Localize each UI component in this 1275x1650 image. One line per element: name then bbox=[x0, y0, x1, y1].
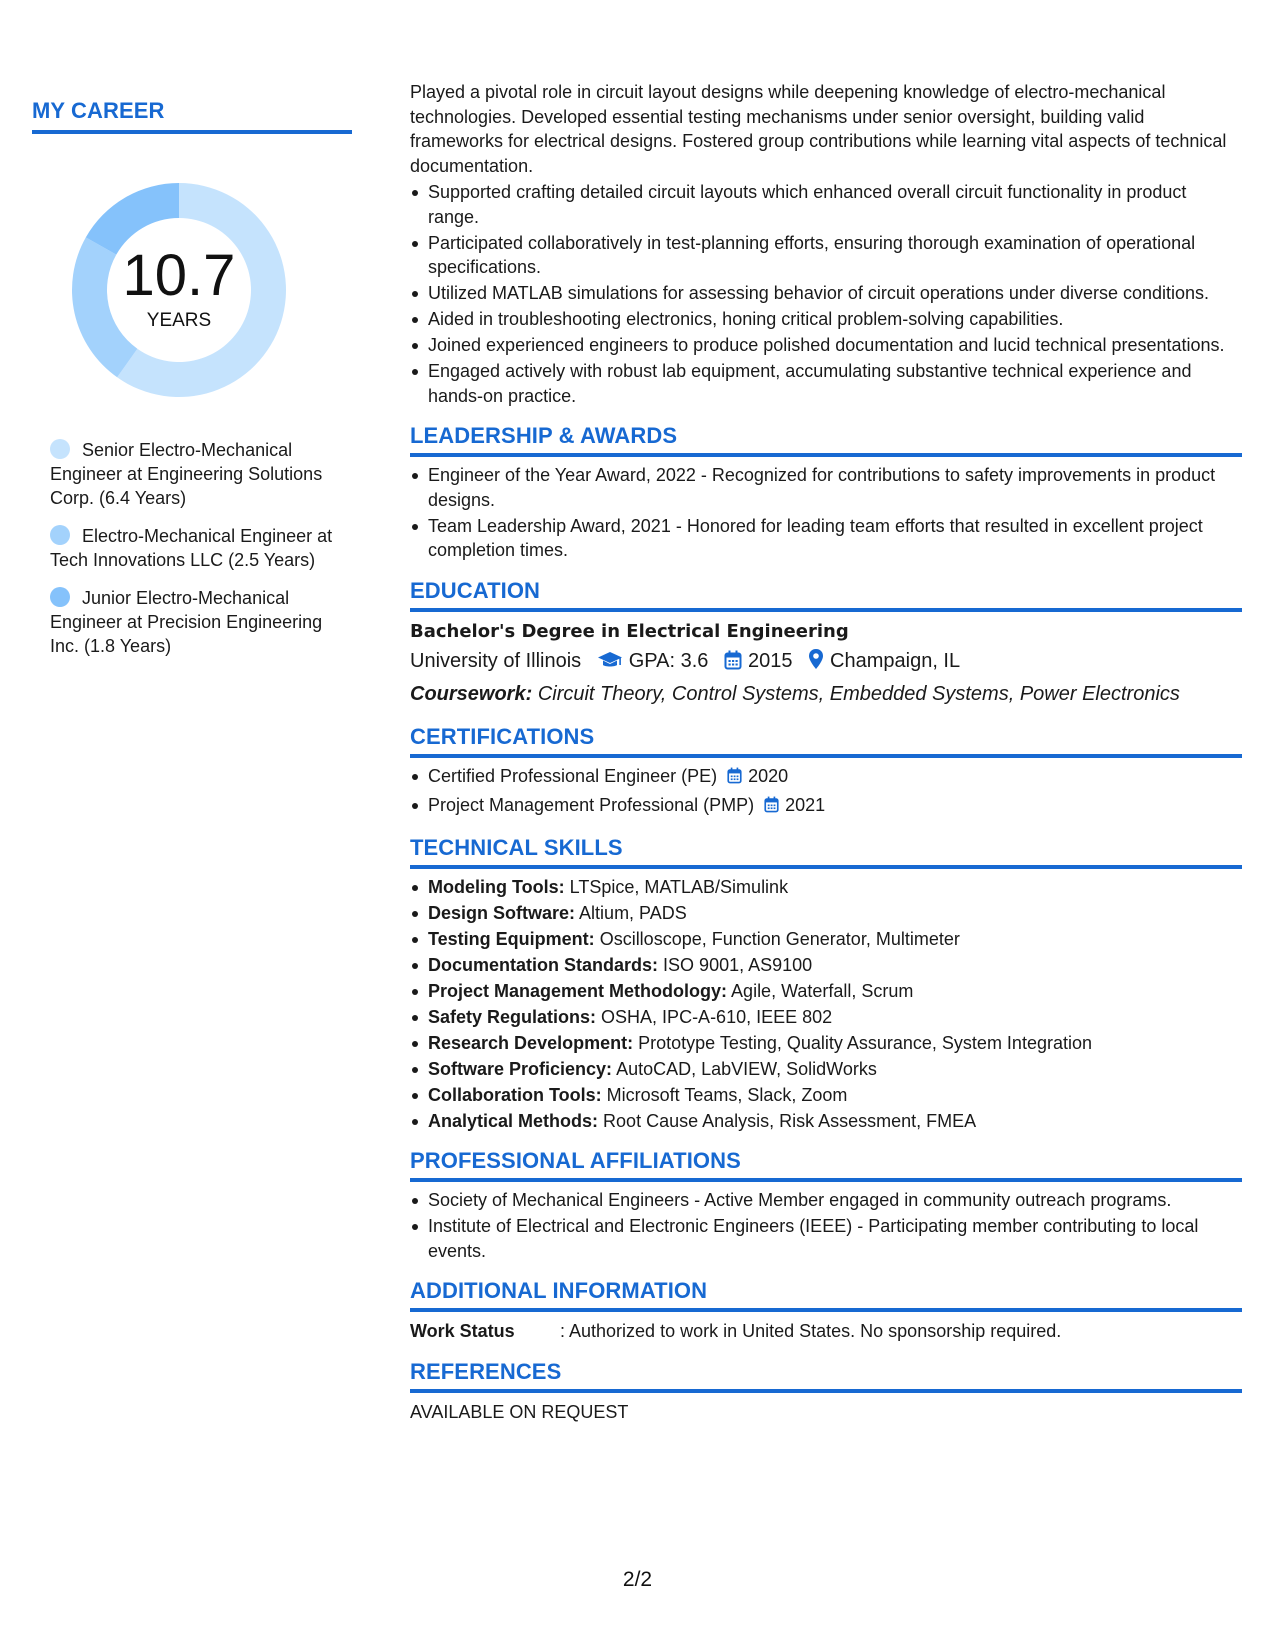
list-item bbox=[428, 1057, 1242, 1082]
gpa-value: GPA: 3.6 bbox=[628, 649, 709, 672]
skill-label: Software Proficiency: bbox=[428, 1058, 613, 1079]
skill-value: Oscilloscope, Function Generator, Multimeter bbox=[599, 928, 960, 949]
page-number: 2/2 bbox=[622, 1568, 653, 1591]
skills-section bbox=[410, 835, 1242, 1134]
school-location: Champaign, IL bbox=[830, 649, 961, 672]
leadership-section bbox=[410, 423, 1242, 563]
references-heading: REFERENCES bbox=[410, 1359, 1242, 1393]
skill-label: Safety Regulations: bbox=[428, 1006, 597, 1027]
list-item: Joined experienced engineers to produce polished documentation and lucid technical presentations. bbox=[428, 333, 1242, 358]
skill-value: LTSpice, MATLAB/Simulink bbox=[569, 876, 789, 897]
skill-value: Root Cause Analysis, Risk Assessment, FMEA bbox=[603, 1110, 977, 1131]
total-years-unit: YEARS bbox=[146, 310, 212, 331]
graduation-year: 2015 bbox=[747, 649, 793, 672]
list-item bbox=[428, 793, 1242, 820]
graduation-cap-icon bbox=[597, 649, 623, 679]
skill-label: Collaboration Tools: bbox=[428, 1084, 602, 1105]
legend-item-senior bbox=[50, 438, 340, 510]
skill-value: OSHA, IPC-A-610, IEEE 802 bbox=[601, 1006, 833, 1027]
legend-item-mid bbox=[50, 524, 340, 572]
certification-name: Project Management Professional (PMP) bbox=[428, 795, 755, 815]
skills-list bbox=[410, 875, 1242, 1134]
map-pin-icon bbox=[808, 648, 824, 679]
skill-value: Prototype Testing, Quality Assurance, System Integration bbox=[638, 1032, 1092, 1053]
legend-dot-junior bbox=[50, 587, 70, 607]
list-item bbox=[428, 901, 1242, 926]
additional-info-section bbox=[410, 1278, 1242, 1344]
main-content bbox=[410, 80, 1242, 1425]
calendar-icon bbox=[764, 795, 779, 820]
career-donut-chart bbox=[66, 177, 292, 403]
list-item: Team Leadership Award, 2021 - Honored for leading team efforts that resulted in excellent project completion times. bbox=[428, 514, 1242, 563]
list-item bbox=[428, 1031, 1242, 1056]
skill-label: Research Development: bbox=[428, 1032, 634, 1053]
list-item bbox=[428, 1083, 1242, 1108]
list-item bbox=[428, 979, 1242, 1004]
leadership-list bbox=[410, 463, 1242, 563]
legend-label: Senior Electro-Mechanical Engineer at Engineering Solutions Corp. (6.4 Years) bbox=[50, 440, 323, 508]
legend-label: Junior Electro-Mechanical Engineer at Precision Engineering Inc. (1.8 Years) bbox=[50, 588, 323, 656]
list-item: Participated collaboratively in test-planning efforts, ensuring thorough examination of operational specifications. bbox=[428, 231, 1242, 280]
leadership-heading: LEADERSHIP & AWARDS bbox=[410, 423, 1242, 457]
skill-label: Testing Equipment: bbox=[428, 928, 595, 949]
skill-value: ISO 9001, AS9100 bbox=[663, 954, 813, 975]
degree-title: Bachelor's Degree in Electrical Engineering bbox=[410, 620, 849, 642]
certifications-heading: CERTIFICATIONS bbox=[410, 724, 1242, 758]
list-item: Institute of Electrical and Electronic Engineers (IEEE) - Participating member contributing to local events. bbox=[428, 1214, 1242, 1263]
legend-dot-senior bbox=[50, 439, 70, 459]
skill-label: Design Software: bbox=[428, 902, 576, 923]
list-item bbox=[428, 927, 1242, 952]
skills-heading: TECHNICAL SKILLS bbox=[410, 835, 1242, 869]
education-meta bbox=[410, 646, 1242, 679]
skill-value: Altium, PADS bbox=[579, 902, 687, 923]
school-name: University of Illinois bbox=[410, 649, 582, 672]
skill-label: Documentation Standards: bbox=[428, 954, 659, 975]
list-item bbox=[428, 764, 1242, 791]
certification-name: Certified Professional Engineer (PE) bbox=[428, 765, 718, 786]
list-item: Utilized MATLAB simulations for assessing behavior of circuit operations under diverse conditions. bbox=[428, 281, 1242, 306]
list-item bbox=[428, 1005, 1242, 1030]
career-sidebar bbox=[32, 98, 352, 656]
work-status-value: : Authorized to work in United States. No sponsorship required. bbox=[560, 1321, 1062, 1341]
experience-bullets bbox=[410, 180, 1242, 408]
legend-item-junior bbox=[50, 586, 340, 658]
list-item bbox=[428, 875, 1242, 900]
work-status-label: Work Status bbox=[410, 1321, 515, 1341]
skill-value: Microsoft Teams, Slack, Zoom bbox=[606, 1084, 848, 1105]
total-years-value: 10.7 bbox=[122, 243, 236, 308]
list-item: Aided in troubleshooting electronics, honing critical problem-solving capabilities. bbox=[428, 307, 1242, 332]
coursework-label: Coursework: bbox=[410, 682, 533, 705]
references-text: AVAILABLE ON REQUEST bbox=[410, 1402, 629, 1422]
certifications-list bbox=[410, 764, 1242, 820]
affiliations-list bbox=[410, 1188, 1242, 1263]
work-status-row bbox=[410, 1318, 1242, 1344]
career-heading: MY CAREER bbox=[32, 98, 352, 134]
skill-label: Analytical Methods: bbox=[428, 1110, 599, 1131]
list-item: Supported crafting detailed circuit layouts which enhanced overall circuit functionality in product range. bbox=[428, 180, 1242, 229]
affiliations-section bbox=[410, 1148, 1242, 1263]
certification-year: 2021 bbox=[785, 795, 826, 815]
affiliations-heading: PROFESSIONAL AFFILIATIONS bbox=[410, 1148, 1242, 1182]
certifications-section bbox=[410, 724, 1242, 820]
career-legend bbox=[50, 438, 340, 672]
skill-label: Modeling Tools: bbox=[428, 876, 565, 897]
skill-label: Project Management Methodology: bbox=[428, 980, 728, 1001]
legend-dot-mid bbox=[50, 525, 70, 545]
certification-year: 2020 bbox=[748, 765, 789, 786]
skill-value: AutoCAD, LabVIEW, SolidWorks bbox=[616, 1058, 877, 1079]
list-item: Engineer of the Year Award, 2022 - Recognized for contributions to safety improvements in product designs. bbox=[428, 463, 1242, 512]
list-item bbox=[428, 953, 1242, 978]
skill-value: Agile, Waterfall, Scrum bbox=[731, 980, 914, 1001]
list-item: Society of Mechanical Engineers - Active Member engaged in community outreach programs. bbox=[428, 1188, 1242, 1213]
list-item: Engaged actively with robust lab equipment, accumulating substantive technical experience and hands-on practice. bbox=[428, 359, 1242, 408]
education-section bbox=[410, 578, 1242, 709]
calendar-icon bbox=[724, 649, 742, 679]
legend-label: Electro-Mechanical Engineer at Tech Innovations LLC (2.5 Years) bbox=[50, 526, 333, 570]
coursework-list: Circuit Theory, Control Systems, Embedded Systems, Power Electronics bbox=[537, 682, 1180, 705]
additional-info-heading: ADDITIONAL INFORMATION bbox=[410, 1278, 1242, 1312]
education-heading: EDUCATION bbox=[410, 578, 1242, 612]
references-section bbox=[410, 1359, 1242, 1425]
coursework bbox=[410, 679, 1242, 709]
calendar-icon bbox=[727, 766, 742, 791]
experience-summary: Played a pivotal role in circuit layout designs while deepening knowledge of electro-mechanical technologies. Developed essential testing mechanisms under senior oversight, building valid frameworks for electrical designs. Fostered group contributions while learning vital aspects of technical documentation. bbox=[410, 82, 1227, 176]
experience-section bbox=[410, 80, 1242, 408]
list-item bbox=[428, 1109, 1242, 1134]
